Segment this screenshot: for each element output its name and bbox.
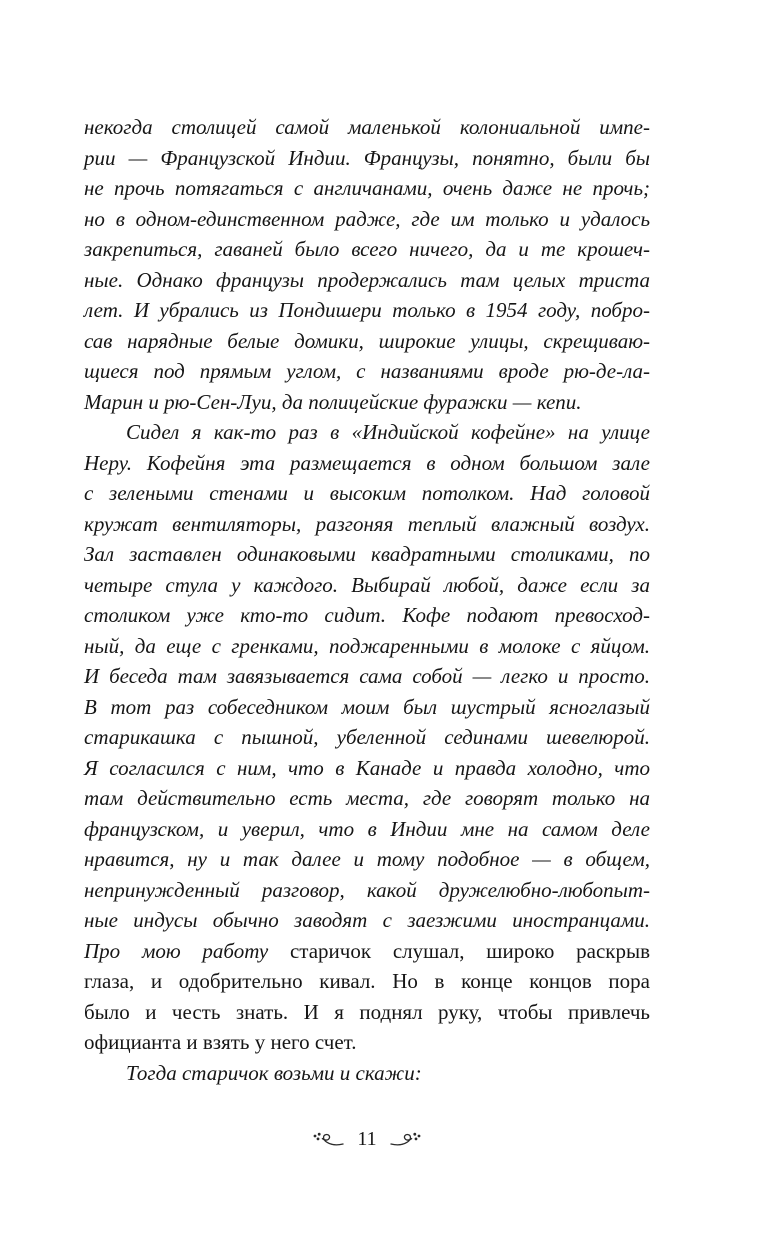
fleuron-right-icon [390, 1132, 422, 1147]
italic-text-segment: кружат вентиляторы, разгоняя теплый влажный воздух. [84, 511, 650, 536]
italic-text-segment: закрепиться, гаваней было всего ничего, да и те крошеч- [84, 237, 650, 261]
text-line [84, 936, 650, 967]
italic-text-segment: Неру. Кофейня эта размещается в одном большом зале [84, 450, 650, 475]
italic-text-segment: с зелеными стенами и высоким потолком. Над головой [84, 481, 650, 505]
text-line [84, 753, 650, 784]
italic-text-segment: Тогда старичок возьми и скажи: [126, 1060, 422, 1085]
text-line [84, 417, 650, 448]
text-line [84, 265, 650, 296]
text-line [84, 875, 650, 906]
text-line [84, 112, 650, 143]
text-line [84, 783, 650, 814]
text-line [84, 692, 650, 723]
italic-text-segment: но в одном-единственном радже, где им только и удалось [84, 206, 650, 231]
italic-text-segment: лет. И убрались из Пондишери только в 1954 году, побро- [84, 298, 650, 322]
paragraph [84, 417, 650, 1058]
text-line [84, 326, 650, 357]
text-line [84, 509, 650, 540]
italic-text-segment: нравится, ну и так далее и тому подобное — в общем, [84, 847, 650, 871]
italic-text-segment: некогда столицей самой маленькой колониальной импе- [84, 115, 650, 139]
text-line [84, 600, 650, 631]
text-line [84, 173, 650, 204]
text-line [84, 814, 650, 845]
text-line [84, 844, 650, 875]
text-line [84, 143, 650, 174]
text-line [84, 661, 650, 692]
text-line [84, 234, 650, 265]
text-line [84, 448, 650, 479]
text-line [84, 570, 650, 601]
italic-text-segment: щиеся под прямым углом, с названиями вроде рю-де-ла- [84, 359, 650, 383]
text-line [84, 539, 650, 570]
text-line [84, 1058, 650, 1089]
italic-text-segment: ные индусы обычно заводят с заезжими иностранцами. [84, 908, 650, 932]
paragraph [84, 1058, 650, 1089]
paragraph [84, 112, 650, 417]
regular-text-segment: глаза, и одобрительно кивал. Но в конце концов пора [84, 969, 650, 993]
italic-text-segment: столиком уже кто-то сидит. Кофе подают превосход- [84, 603, 650, 627]
text-line [84, 295, 650, 326]
italic-text-segment: не прочь потягаться с англичанами, очень даже не прочь; [84, 176, 650, 200]
text-line [84, 905, 650, 936]
italic-text-segment: Сидел я как-то раз в «Индийской кофейне» на улице [126, 420, 650, 444]
italic-text-segment: Я согласился с ним, что в Канаде и правда холодно, что [84, 755, 650, 780]
italic-text-segment: старикашка с пышной, убеленной сединами шевелюрой. [84, 725, 650, 749]
italic-text-segment: И беседа там завязывается сама собой — легко и просто. [84, 664, 650, 688]
italic-text-segment: В тот раз собеседником моим был шустрый ясноглазый [84, 694, 650, 719]
text-line [84, 631, 650, 662]
italic-text-segment: Зал заставлен одинаковыми квадратными столиками, по [84, 542, 650, 566]
regular-text-segment: официанта и взять у него счет. [84, 1030, 357, 1054]
regular-text-segment: было и честь знать. И я поднял руку, чтобы привлечь [84, 999, 650, 1024]
page-number: 11 [357, 1128, 377, 1150]
italic-text-segment: ный, да еще с гренками, поджаренными в молоке с яйцом. [84, 633, 650, 658]
text-line [84, 997, 650, 1028]
text-block [84, 112, 650, 1088]
italic-text-segment: ные. Однако французы продержались там целых триста [84, 267, 650, 292]
text-line [84, 478, 650, 509]
text-line [84, 966, 650, 997]
italic-text-segment: Про мою работу [84, 938, 290, 963]
italic-text-segment: французском, и уверил, что в Индии мне на самом деле [84, 816, 650, 841]
regular-text-segment: старичок слушал, широко раскрыв [289, 938, 651, 963]
page-footer [84, 1127, 650, 1151]
italic-text-segment: Марин и рю-Сен-Луи, да полицейские фуражки — кепи. [84, 389, 582, 414]
text-line [84, 722, 650, 753]
text-line [84, 356, 650, 387]
italic-text-segment: четыре стула у каждого. Выбирай любой, даже если за [84, 572, 650, 597]
italic-text-segment: рии — Французской Индии. Французы, понятно, были бы [84, 145, 650, 170]
text-line [84, 204, 650, 235]
italic-text-segment: сав нарядные белые домики, широкие улицы, скрещиваю- [84, 328, 650, 353]
italic-text-segment: непринужденный разговор, какой дружелюбно-любопыт- [84, 877, 650, 902]
text-line [84, 1027, 650, 1058]
text-line [84, 387, 650, 418]
fleuron-left-icon [312, 1132, 344, 1147]
italic-text-segment: там действительно есть места, где говорят только на [84, 786, 650, 810]
